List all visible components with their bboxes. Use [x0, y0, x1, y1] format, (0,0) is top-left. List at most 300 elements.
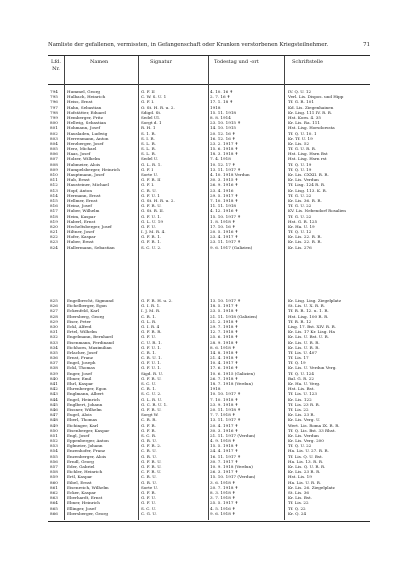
row-number: 852 — [50, 438, 58, 444]
table-top-rule — [48, 55, 370, 56]
row-name: Heim, Kaspar — [67, 213, 96, 219]
row-date: 13. 11. 1917 ✝ — [210, 166, 241, 172]
row-shelfmark: R. H. 1 — [141, 125, 156, 131]
row-number: 829 — [50, 318, 58, 324]
row-name: Eberhardt, Ernst — [67, 495, 103, 501]
row-number: 859 — [50, 474, 58, 480]
row-shelfmark: G. L. U. 19 — [141, 218, 163, 224]
row-shelfmark: S. C. R. — [141, 432, 157, 438]
row-shelfmark: G. F. U. 1 — [141, 192, 160, 198]
row-literature: Hst. Lis. 19 — [288, 474, 312, 480]
row-literature: Tf. Q. U. 22 — [288, 443, 312, 449]
row-shelfmark: C. U. R. 1. — [141, 339, 162, 345]
row-name: Engl, Josef — [67, 432, 90, 438]
row-number: 849 — [50, 422, 58, 428]
row-literature: Kr. Lis. Verg. U. — [288, 417, 321, 423]
row-literature: Tf. Q. U. 19 — [288, 166, 312, 172]
row-shelfmark: G. F. R. H. u. 2. — [141, 298, 173, 303]
row-name: Hausladen, Ludwig — [67, 130, 108, 136]
row-number: 847 — [50, 412, 58, 418]
row-number: 834 — [50, 344, 58, 350]
row-literature: Kr. Ha. U. Verg. — [288, 381, 321, 386]
row-shelfmark: G. R. U. — [141, 453, 157, 459]
row-literature: Tf. G. U. 22 — [288, 192, 312, 198]
row-date: 17. 1. 18 ✝ — [210, 99, 233, 105]
row-name: Heiss, Ernst — [67, 99, 93, 105]
row-shelfmark: G. I. R. 1. — [141, 303, 161, 309]
header-title: Namliste der gefallenen, vermissten, in Gefangenschaft oder Kranken verstorbenen Kriegsteilnehmer. — [48, 42, 329, 48]
row-date: 1918 — [210, 386, 221, 392]
row-date: 4. 10. 16 ✝ — [210, 89, 233, 94]
row-date: 14. 8. 1918 ✝ — [210, 349, 239, 355]
row-literature: Ha. Lis. U. R. R. — [288, 479, 322, 485]
row-number: 863 — [50, 495, 58, 501]
row-number: 866 — [50, 510, 58, 516]
row-shelfmark: G. F. U. 1. — [141, 365, 162, 371]
row-shelfmark: G. F. U. 1. — [141, 213, 162, 219]
row-date: 10. 6. 1915 (Galizien) — [210, 370, 255, 376]
row-number: 842 — [50, 386, 58, 392]
row-shelfmark: S. C. U. 2. — [141, 244, 162, 250]
row-name: Hopf, Anton — [67, 187, 92, 193]
row-name: Eisenreich, Wilhelm — [67, 484, 109, 490]
row-name: Ebersberger, Georg — [67, 510, 108, 516]
row-name: Hermann, Ernst — [67, 192, 101, 198]
header-bottom-rule — [48, 84, 370, 85]
row-shelfmark: Sedel Ul. — [141, 114, 160, 120]
row-literature: Kr. Lis. 22. R. R. — [288, 239, 322, 245]
row-number: 815 — [50, 197, 58, 203]
row-name: Engelmann, Bernhard — [67, 334, 113, 340]
row-shelfmark: S. C. U. 2. — [141, 391, 162, 397]
row-shelfmark: G. F. R. U. — [141, 406, 162, 412]
row-literature: KV. Lis. Nebendorf Rosalien — [288, 208, 346, 214]
row-literature: Hst. G. R. 125 — [288, 218, 318, 224]
row-number: 816 — [50, 203, 58, 209]
row-literature: Tf. G. U. 22 — [288, 213, 312, 219]
row-name: Eberl, Thomas — [67, 417, 98, 423]
row-date: 21. 11. 1917 (Verdun) — [210, 432, 256, 438]
row-number: 850 — [50, 427, 58, 433]
row-name: Haberl, Ernst — [67, 218, 96, 224]
row-literature: Kr. Lis. 23 R. R. — [288, 469, 321, 475]
row-number: 861 — [50, 484, 58, 490]
col-header-literature: Schriftstelle — [292, 59, 323, 65]
row-literature: Tf. R. R. 12 — [288, 318, 312, 324]
row-date: 15. 6. 1918 ✝ — [210, 146, 239, 152]
row-shelfmark: G. F. U. — [141, 500, 156, 506]
row-shelfmark: G. F. U. — [141, 334, 156, 340]
row-date: 1918 — [210, 104, 221, 110]
row-shelfmark: G. F. R. U. — [141, 458, 162, 464]
row-literature: Verl. Lis. Dispos. und Hipp — [288, 94, 344, 100]
row-date: 26. 7. 1918 ✝ — [210, 375, 239, 381]
row-shelfmark: C. R. U. — [141, 187, 157, 193]
row-number: 824 — [50, 244, 58, 250]
row-literature: Kr. Lis. U. Verdun Verg. — [288, 365, 337, 371]
row-date: 26. 9. 1916 ✝ — [210, 182, 239, 188]
row-name: Engelbrecht, Sigmund — [67, 298, 114, 303]
row-number: 799 — [50, 114, 58, 120]
row-name: Hauptmann, Josef — [67, 172, 105, 177]
row-literature: Hst. Lis. Bst. — [288, 386, 315, 392]
row-date: 23. 10. 1915 ✝ — [210, 120, 241, 126]
row-literature: Hst. Lisg. Hsrn Bst — [288, 151, 328, 157]
row-name: Eppenberger, Anton — [67, 438, 109, 444]
row-literature: Kr. Lis. 122 — [288, 396, 312, 402]
row-shelfmark: G. R. U. — [141, 479, 157, 485]
row-date: 9. 6. 1917 (Galizien) — [210, 244, 253, 250]
row-shelfmark: I. J. M. R. — [141, 308, 161, 314]
row-shelfmark: C. R. R. — [141, 417, 157, 423]
row-shelfmark: G. St. H. R. u. 2. — [141, 197, 175, 203]
row-shelfmark: Sorgt W. — [141, 412, 159, 418]
row-date: 30. 3. 1916 ✝ — [210, 427, 239, 433]
row-shelfmark: Sigd. R. U. — [141, 370, 164, 376]
row-date: 18. 7. 1918 (Verdun) — [210, 381, 253, 386]
row-date: 8. 3. 1918 ✝ — [210, 489, 236, 495]
col-header-date: Todestag und -ort — [214, 59, 259, 65]
row-shelfmark: G. I. R. 4 — [141, 323, 160, 329]
row-shelfmark: G. St. R. II. — [141, 208, 164, 214]
row-shelfmark: G. F. U. — [141, 495, 156, 501]
row-name: Ehrenberger, Egon — [67, 386, 107, 392]
row-number: 865 — [50, 505, 58, 511]
row-shelfmark: G. F. U. 1. — [141, 360, 162, 366]
row-number: 812 — [50, 182, 58, 188]
row-shelfmark: C. R. U. — [141, 474, 157, 480]
row-literature: Tf. Q. U. 19 — [288, 161, 312, 167]
row-literature: Kr. Lis. Q. U. R. R. — [288, 464, 326, 469]
row-literature: Kr. Lisg. Lisg. Ziegelplatz — [288, 298, 341, 303]
row-shelfmark: S. L. R. — [141, 146, 156, 152]
row-number: 843 — [50, 391, 58, 397]
row-date: 20. 7. 1918 ✝ — [210, 484, 239, 490]
row-date: 1. 8. 1918 ✝ — [210, 218, 236, 224]
row-number: 857 — [50, 464, 58, 469]
row-name: Hubmeier, Alois — [67, 161, 101, 167]
row-literature: Bal. G. R. 22 — [288, 375, 314, 381]
row-shelfmark: G. F. R. 1. — [141, 239, 162, 245]
row-number: 856 — [50, 458, 58, 464]
row-name: Ebner, Heinrich — [67, 500, 100, 506]
row-name: Hiltner, Josef — [67, 229, 95, 235]
row-number: 837 — [50, 360, 58, 366]
row-date: 20. 11. 1918 ✝ — [210, 406, 241, 412]
row-date: 4. 5. 1916 ✝ — [210, 505, 236, 511]
row-name: Hahn, Sebastian — [67, 104, 102, 110]
row-literature: Tf. Lisg. 124 R. R. — [288, 182, 326, 188]
row-name: Engel, Joseph — [67, 360, 96, 366]
row-literature: Kr. Lis. 26. Ziegelplatz — [288, 484, 335, 490]
row-name: Hulbach, Heinrich — [67, 94, 106, 100]
row-shelfmark: G. F. I — [141, 166, 154, 172]
row-shelfmark: G. F. R. U. — [141, 464, 162, 469]
row-number: 806 — [50, 151, 58, 157]
row-number: 854 — [50, 448, 58, 454]
row-date: 17. 10. 16 ✝ — [210, 223, 236, 229]
row-name: Hemberger, Fritz — [67, 114, 103, 120]
row-date: 10. 4. 1917 ✝ — [210, 360, 239, 366]
row-number: 796 — [50, 99, 58, 105]
row-name: Heinz, Josef — [67, 203, 92, 209]
row-shelfmark: C. R. 1. — [141, 313, 157, 319]
row-date: 3. 6. 1918 ✝ — [210, 479, 236, 485]
row-date: 13. 10. 1917 ✝ — [210, 298, 241, 303]
table-bottom-rule — [48, 521, 370, 522]
row-shelfmark: S. I. R. — [141, 135, 155, 141]
row-literature: Kr. Ha. U. 19 — [288, 223, 315, 229]
row-shelfmark: I. J. M. R. 4. — [141, 229, 166, 235]
row-number: 831 — [50, 329, 58, 335]
row-literature: Tf. Lis. Q. U. Bst. — [288, 453, 323, 459]
row-date: 11. 11. 1918 — [210, 203, 237, 209]
row-date: 24. 4. 1917 ✝ — [210, 448, 239, 454]
row-date: 18. 5. 1917 ✝ — [210, 303, 239, 309]
row-date: 2. 7. 16 ✝ — [210, 94, 231, 100]
row-literature: Wert. Lis. Roma IX. R. R. — [288, 422, 340, 428]
row-date: 15. 10. 1917 ✝ — [210, 213, 241, 219]
row-number: 828 — [50, 313, 58, 319]
row-shelfmark: G. F. R. R. — [141, 329, 162, 335]
row-shelfmark: C. G. U. — [141, 510, 157, 516]
row-shelfmark: G. L. R. — [141, 318, 157, 324]
row-date: 25. 6. 1918 ✝ — [210, 334, 239, 340]
row-shelfmark: G. F. I. — [141, 99, 155, 105]
row-name: Eder, Gabriel — [67, 464, 95, 469]
table-group-b — [48, 298, 370, 516]
row-number: 823 — [50, 239, 58, 245]
row-literature: Kr. Lisg. 111 IV. R. R. — [288, 109, 333, 115]
row-number: 797 — [50, 104, 58, 110]
row-name: Enzenberger, Alois — [67, 453, 107, 459]
row-literature: Hst. Lisg. 100 R. R. — [288, 313, 329, 319]
row-date: 7. 10. 1918 ✝ — [210, 197, 239, 203]
row-literature: Tf. Lis. 23 R. R. — [288, 401, 321, 407]
row-name: Humpelsberger, Heinrich — [67, 166, 120, 172]
row-shelfmark: S. C. U. — [141, 505, 157, 511]
row-number: 835 — [50, 349, 58, 355]
row-name: Eichinger, Karl — [67, 422, 99, 428]
row-date: 9. 6. 1918 ✝ — [210, 510, 236, 516]
row-literature: Kr. Q. 24 — [288, 510, 307, 516]
row-date: 25. 5. 1917 ✝ — [210, 500, 239, 506]
row-name: Enzenhofer, Franz — [67, 448, 106, 454]
row-name: Haas, Josef — [67, 151, 91, 157]
row-number: 821 — [50, 229, 58, 235]
row-number: 813 — [50, 187, 58, 193]
row-shelfmark: G. F. R. — [141, 489, 156, 495]
row-literature: Tf. Lis. 17 — [288, 355, 309, 361]
row-name: Eichhorn, Maximilian — [67, 344, 112, 350]
row-literature: Kr. Lis. U. R. R. — [288, 344, 320, 350]
row-literature: Kr. Lis. 17 Kr. Lisg. Ha — [288, 329, 335, 335]
row-literature: Hst. Korn. 4. 35 — [288, 114, 321, 120]
row-literature: Tf. G. R. 101 — [288, 99, 314, 105]
row-number: 855 — [50, 453, 58, 459]
row-number: 805 — [50, 146, 58, 152]
row-number: 853 — [50, 443, 58, 449]
row-shelfmark: C. R. U. — [141, 448, 157, 454]
row-number: 809 — [50, 166, 58, 172]
row-number: 808 — [50, 161, 58, 167]
row-number: 830 — [50, 323, 58, 329]
row-literature: Kd. Lis. Ziegenhainen — [288, 104, 334, 110]
row-name: Hofstätter, Eduard — [67, 109, 106, 115]
row-name: Holzer, Wilhelm — [67, 156, 101, 162]
row-literature: Kr. Lis. Verdun — [288, 177, 319, 183]
table-row — [48, 511, 370, 516]
row-name: Hummel, Georg — [67, 89, 101, 94]
row-date: 10. 12. 17 ✝ — [210, 161, 236, 167]
row-shelfmark: Sorte U. — [141, 484, 158, 490]
row-shelfmark: Sedel U. — [141, 156, 159, 162]
row-name: Hohmann, Josef — [67, 125, 101, 131]
row-number: 858 — [50, 469, 58, 475]
row-name: Hellmer, Ernst — [67, 197, 98, 203]
row-date: 13. 11. 1917 ✝ — [210, 417, 241, 423]
row-date: 30. 3. 1915 ✝ — [210, 177, 239, 183]
row-name: Eglmeier, Johann — [67, 443, 103, 449]
row-date: 21. 4. 1918 ✝ — [210, 355, 239, 361]
row-name: Eugel, Alois — [67, 412, 92, 418]
row-date: 26. 3. 1917 ✝ — [210, 469, 239, 475]
row-literature: Kr. Lis. Verg. 200 — [288, 438, 324, 444]
row-number: 862 — [50, 489, 58, 495]
row-literature: Hst. Lisg. Hsrn rst — [288, 156, 327, 162]
row-name: Ertel, Wilhelm — [67, 329, 97, 335]
row-literature: Tf. Q. Lis. Bst. 33 Rhst. — [288, 427, 336, 433]
row-name: Hecheltsberger, Josef — [67, 223, 112, 229]
row-literature: Kr. Lis. U. Bst. U. R. — [288, 334, 329, 340]
row-shelfmark: G. F. I. — [141, 182, 155, 188]
row-literature: Ha. Lis. 13. R. R. — [288, 458, 324, 464]
row-number: 817 — [50, 208, 58, 214]
row-number: 860 — [50, 479, 58, 485]
row-shelfmark: G. F. R. U. — [141, 203, 162, 209]
row-number: 811 — [50, 177, 58, 183]
row-date: 23. 4. 1917 ✝ — [210, 234, 239, 240]
row-date: 7. 10. 1918 ✝ — [210, 396, 239, 402]
row-name: Ecker, Kaspar — [67, 489, 96, 495]
row-name: Eibel, Ernst — [67, 479, 92, 485]
row-number: 820 — [50, 223, 58, 229]
row-date: 23. 11. 1917 ✝ — [210, 239, 241, 245]
row-name: Huber, Wilhelm — [67, 208, 100, 214]
row-date: 4. 10. 1918 Verdun — [210, 172, 250, 177]
row-name: Herzberger, Josef — [67, 140, 104, 146]
row-literature: Tf. Q. 22 — [288, 505, 306, 511]
row-number: 840 — [50, 375, 58, 381]
row-shelfmark: G. F. R. 2. — [141, 443, 162, 449]
row-name: Hellwig, Sebastian — [67, 120, 107, 126]
row-date: 10. 9. 1918 (Verdun) — [210, 464, 253, 469]
row-date: 4. 12. 1916 ✝ — [210, 208, 239, 214]
row-name: Eisenmann, Ferdinand — [67, 339, 114, 345]
row-name: Erndl, Georg — [67, 458, 94, 464]
row-date: 30. 7. 1917 ✝ — [210, 458, 239, 464]
row-shelfmark: G. F. U. 1. — [141, 344, 162, 350]
row-date: 29. 5. 1917 ✝ — [210, 192, 239, 198]
row-number: 794 — [50, 89, 58, 94]
row-number: 839 — [50, 370, 58, 376]
row-number: 838 — [50, 365, 58, 371]
row-number: 804 — [50, 140, 58, 146]
row-literature: Tf. R. R. 12. u. 1. R. — [288, 308, 329, 314]
row-date: 23. 5. 1918 ✝ — [210, 308, 239, 314]
row-name: Erlacher, Josef — [67, 349, 98, 355]
row-name: Hallermann, Sebastian — [67, 244, 115, 250]
row-name: Huber, Ernst — [67, 239, 94, 245]
row-shelfmark: G. F. R. — [141, 422, 156, 428]
row-date: 29. 7. 1918 ✝ — [210, 323, 239, 329]
row-name: Eiser, Peter — [67, 318, 91, 324]
row-date: 20. 12. 16 ✝ — [210, 130, 236, 136]
row-date: 16. 12. 16 ✝ — [210, 135, 236, 141]
row-date: 18. 3. 1918 ✝ — [210, 151, 239, 157]
row-number: 864 — [50, 500, 58, 506]
row-date: 23. 9. 1918 ✝ — [210, 401, 239, 407]
row-number: 846 — [50, 406, 58, 412]
row-literature: Tf. Q. 19 — [288, 360, 306, 366]
row-name: Ebersberg, Georg — [67, 313, 105, 319]
row-date: 4. 9. 1918 ✝ — [210, 438, 236, 444]
row-date: 3. 7. 1918 ✝ — [210, 495, 236, 501]
row-date: 23. 4. 1916 — [210, 187, 234, 193]
row-name: Ertl, Kaspar — [67, 474, 93, 480]
row-shelfmark: G. L. R. U. — [141, 396, 163, 402]
row-number: 845 — [50, 401, 58, 407]
row-name: Herz, Michael — [67, 146, 97, 152]
row-date: 28. 9. 1918 ✝ — [210, 339, 239, 345]
row-literature: Tf. G. U. 22 — [288, 203, 312, 209]
row-literature: Lisg. 17. Bst. XIV. R. R. — [288, 323, 336, 329]
row-number: 801 — [50, 125, 58, 131]
row-date: 7. 4. 1918 — [210, 156, 231, 162]
row-shelfmark: G. C. R. U. 1. — [141, 401, 168, 407]
row-number: 803 — [50, 135, 58, 141]
row-literature: St. Lis. 36 — [288, 489, 309, 495]
row-literature: Kr. Lis. U. R. R. — [288, 339, 320, 345]
row-name: Hausteiner, Michael — [67, 182, 109, 188]
row-number: 810 — [50, 172, 58, 177]
row-literature: Hst. Lisg. Horsdorssta — [288, 125, 335, 131]
table-group-a — [48, 89, 370, 250]
row-date: 21. 2. 1918 ✝ — [210, 318, 239, 324]
row-name: Eichelberger, Egon — [67, 303, 107, 309]
row-name: Herrenmann, Anton — [67, 135, 109, 141]
row-number: 841 — [50, 381, 58, 386]
row-name: Hofer, Kaspar — [67, 234, 96, 240]
row-shelfmark: G. L. R. 1. — [141, 161, 162, 167]
row-literature: St. Lis. U. X. R. R. — [288, 303, 326, 309]
col-header-shelf: Signatur — [150, 59, 173, 65]
row-number: 818 — [50, 213, 58, 219]
row-number: 819 — [50, 218, 58, 224]
row-name: Hub, Ernst — [67, 177, 90, 183]
row-date: 15. 5. 1918 ✝ — [210, 443, 239, 449]
row-shelfmark: G. R. U. — [141, 438, 157, 444]
row-literature: Kr. Lis. 276 — [288, 244, 312, 250]
row-number: 848 — [50, 417, 58, 423]
row-name: Ehrl, Kaspar — [67, 381, 94, 386]
row-name: Eissner, Wilhelm — [67, 406, 102, 412]
row-shelfmark: G. F. R. U. — [141, 375, 162, 381]
row-number: 836 — [50, 355, 58, 361]
row-date: 20. 4. 1917 ✝ — [210, 422, 239, 428]
row-literature: Kr. Tf. U. 19 — [288, 135, 313, 141]
row-shelfmark: C. R. 1. — [141, 386, 157, 392]
